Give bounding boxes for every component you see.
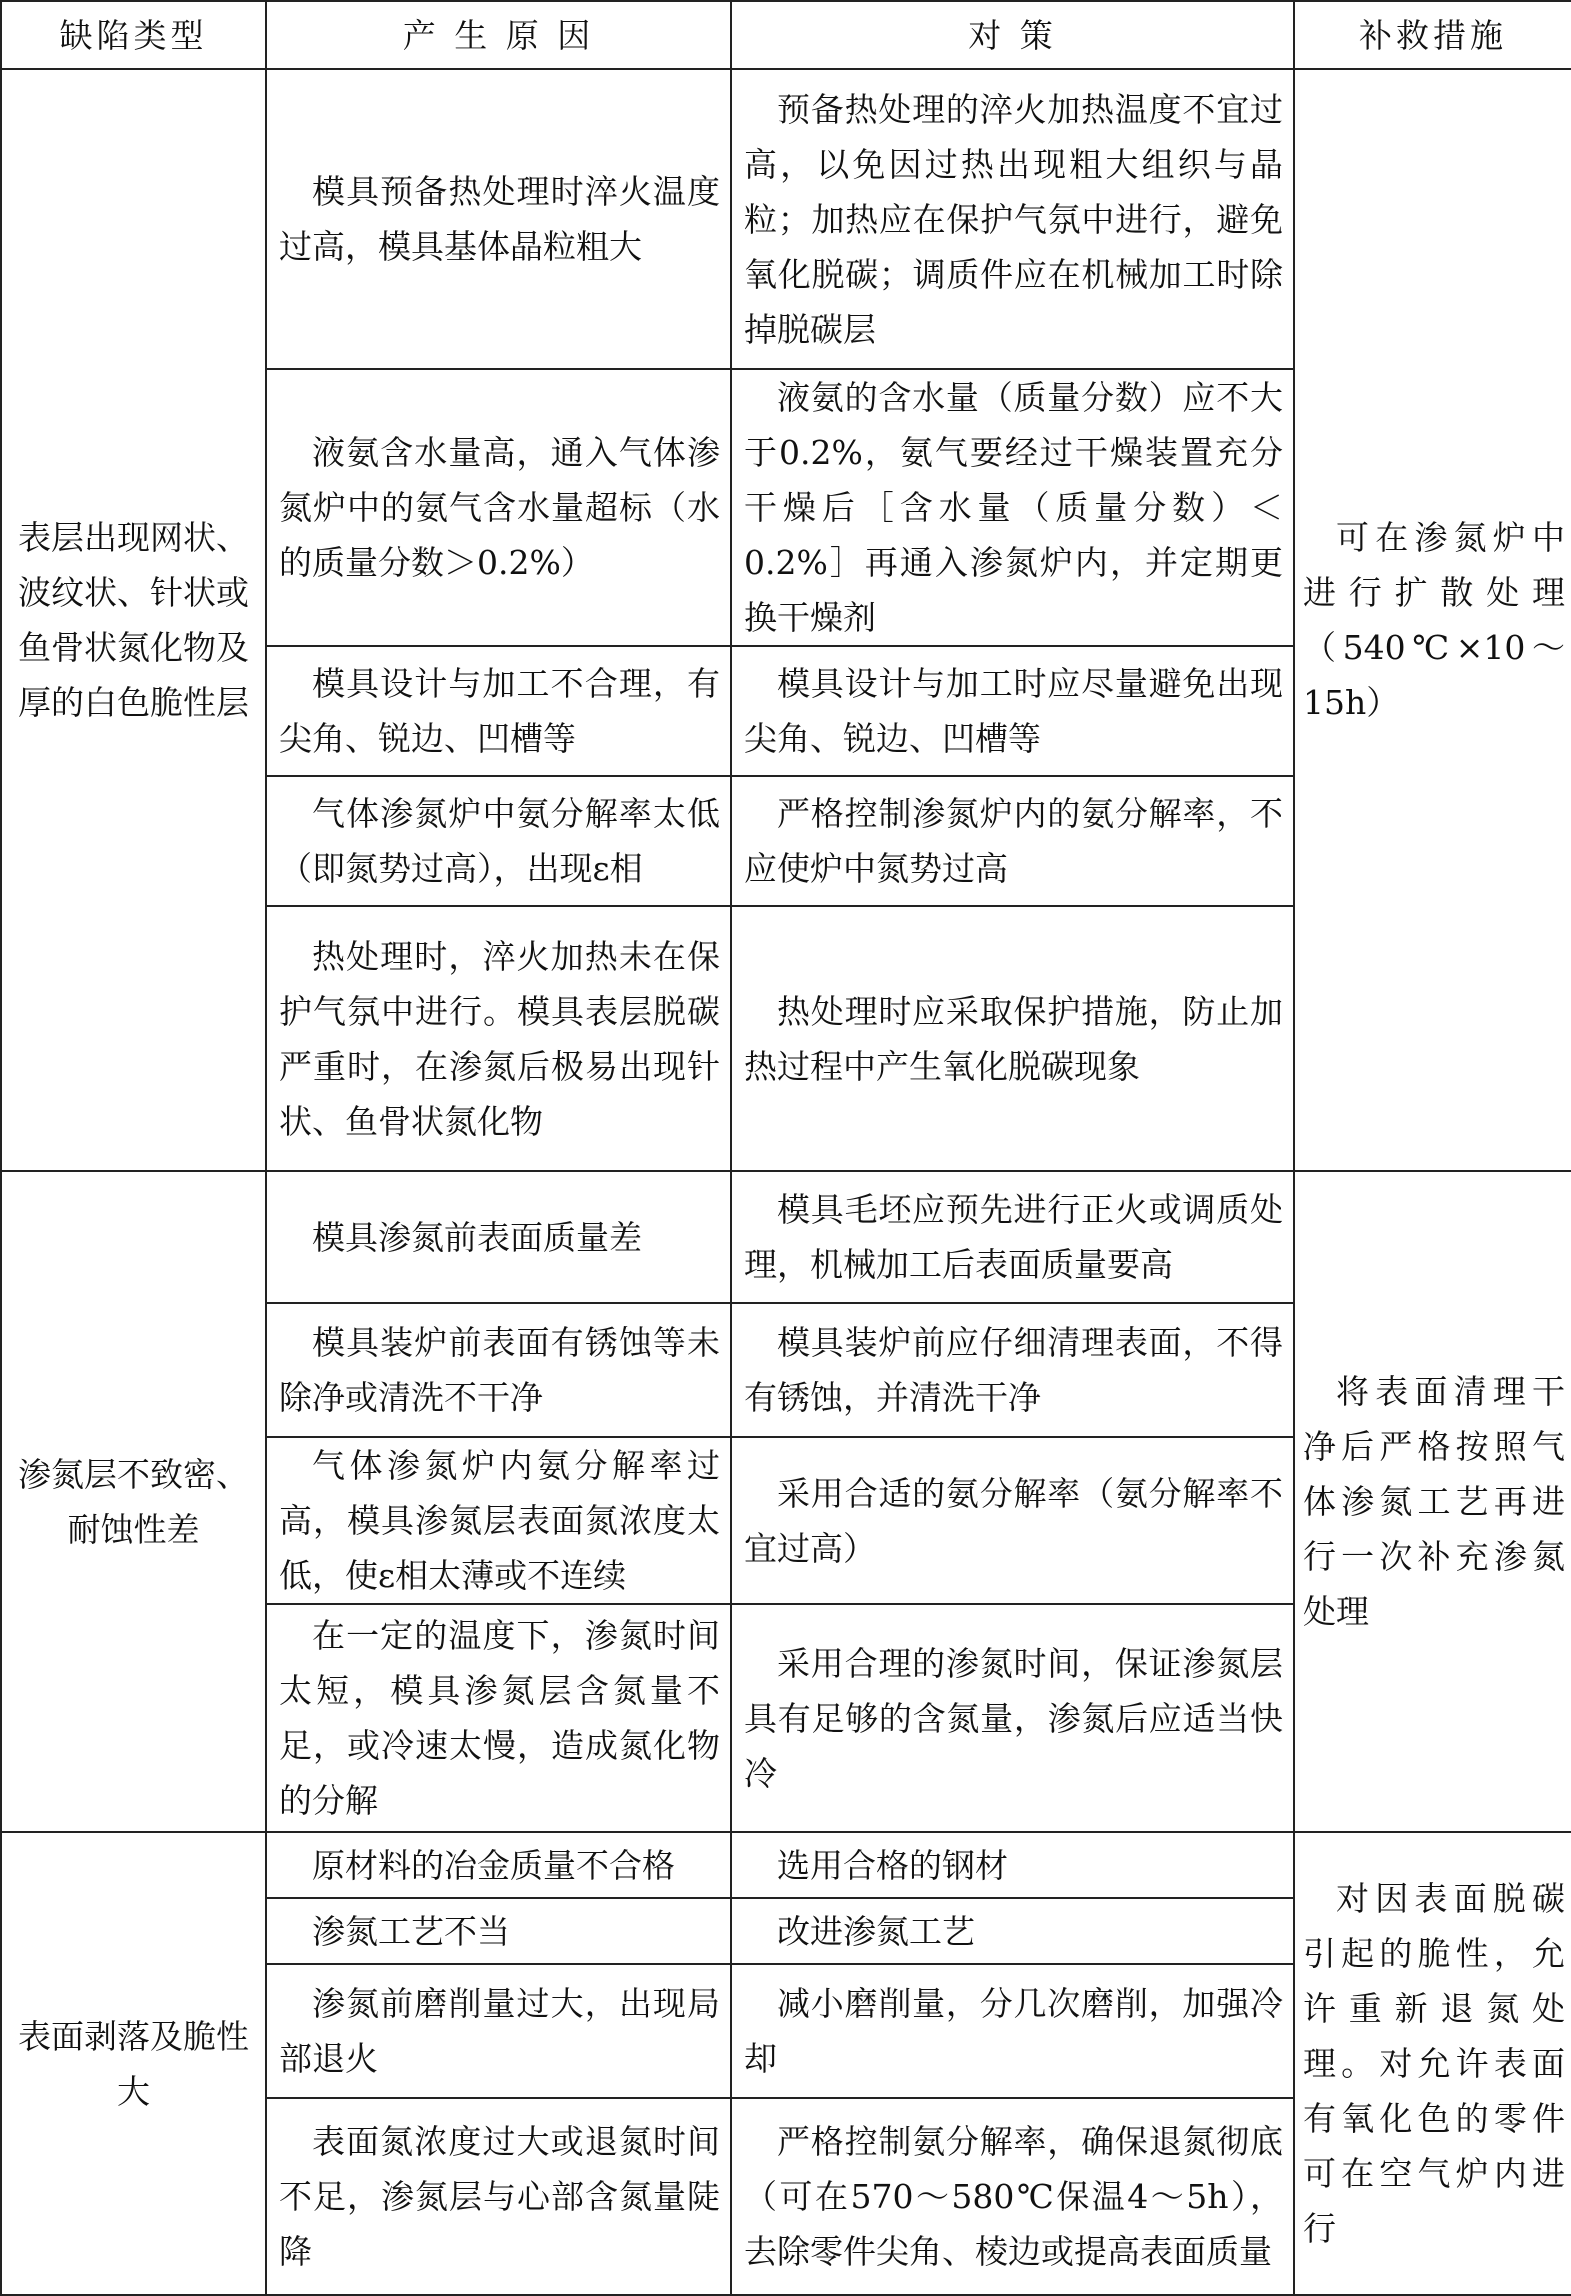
countermeasure-cell: 模具设计与加工时应尽量避免出现尖角、锐边、凹槽等 <box>731 646 1294 776</box>
defect-type-cell: 表面剥落及脆性大 <box>1 1832 266 2295</box>
countermeasure-cell: 采用合适的氨分解率（氨分解率不宜过高） <box>731 1437 1294 1604</box>
remedy-cell: 将表面清理干净后严格按照气体渗氮工艺再进行一次补充渗氮处理 <box>1294 1171 1571 1832</box>
cause-cell: 气体渗氮炉内氨分解率过高，模具渗氮层表面氮浓度太低，使ε相太薄或不连续 <box>266 1437 731 1604</box>
header-remedy: 补救措施 <box>1294 1 1571 69</box>
countermeasure-cell: 严格控制氨分解率，确保退氮彻底（可在570～580℃保温4～5h），去除零件尖角、棱边或提高表面质量 <box>731 2098 1294 2295</box>
cause-cell: 原材料的冶金质量不合格 <box>266 1832 731 1898</box>
cause-cell: 模具装炉前表面有锈蚀等未除净或清洗不干净 <box>266 1303 731 1437</box>
countermeasure-cell: 严格控制渗氮炉内的氨分解率，不应使炉中氮势过高 <box>731 776 1294 906</box>
header-defect-type: 缺陷类型 <box>1 1 266 69</box>
defect-type-cell: 渗氮层不致密、耐蚀性差 <box>1 1171 266 1832</box>
cause-cell: 气体渗氮炉中氨分解率太低（即氮势过高），出现ε相 <box>266 776 731 906</box>
cause-cell: 模具设计与加工不合理，有尖角、锐边、凹槽等 <box>266 646 731 776</box>
countermeasure-cell: 采用合理的渗氮时间，保证渗氮层具有足够的含氮量，渗氮后应适当快冷 <box>731 1604 1294 1832</box>
header-countermeasure: 对 策 <box>731 1 1294 69</box>
header-row <box>1 1 1571 69</box>
cause-cell: 渗氮工艺不当 <box>266 1898 731 1964</box>
countermeasure-cell: 预备热处理的淬火加热温度不宜过高，以免因过热出现粗大组织与晶粒；加热应在保护气氛中进行，避免氧化脱碳；调质件应在机械加工时除掉脱碳层 <box>731 69 1294 369</box>
remedy-cell: 可在渗氮炉中进行扩散处理（540℃×10～15h） <box>1294 69 1571 1171</box>
cause-cell: 表面氮浓度过大或退氮时间不足，渗氮层与心部含氮量陡降 <box>266 2098 731 2295</box>
countermeasure-cell: 模具装炉前应仔细清理表面，不得有锈蚀，并清洗干净 <box>731 1303 1294 1437</box>
cause-cell: 热处理时，淬火加热未在保护气氛中进行。模具表层脱碳严重时，在渗氮后极易出现针状、鱼骨状氮化物 <box>266 906 731 1171</box>
countermeasure-cell: 改进渗氮工艺 <box>731 1898 1294 1964</box>
countermeasure-cell: 液氨的含水量（质量分数）应不大于0.2%，氨气要经过干燥装置充分干燥后［含水量（质量分数）＜0.2%］再通入渗氮炉内，并定期更换干燥剂 <box>731 369 1294 646</box>
cause-cell: 渗氮前磨削量过大，出现局部退火 <box>266 1964 731 2098</box>
cause-cell: 液氨含水量高，通入气体渗氮炉中的氨气含水量超标（水的质量分数＞0.2%） <box>266 369 731 646</box>
table-row <box>1 1171 1571 1303</box>
cause-cell: 模具预备热处理时淬火温度过高，模具基体晶粒粗大 <box>266 69 731 369</box>
defect-type-cell: 表层出现网状、波纹状、针状或鱼骨状氮化物及厚的白色脆性层 <box>1 69 266 1171</box>
table-row <box>1 69 1571 369</box>
cause-cell: 在一定的温度下，渗氮时间太短，模具渗氮层含氮量不足，或冷速太慢，造成氮化物的分解 <box>266 1604 731 1832</box>
table-row <box>1 1832 1571 1898</box>
header-cause: 产 生 原 因 <box>266 1 731 69</box>
countermeasure-cell: 模具毛坯应预先进行正火或调质处理，机械加工后表面质量要高 <box>731 1171 1294 1303</box>
countermeasure-cell: 减小磨削量，分几次磨削，加强冷却 <box>731 1964 1294 2098</box>
remedy-cell: 对因表面脱碳引起的脆性，允许重新退氮处理。对允许表面有氧化色的零件可在空气炉内进行 <box>1294 1832 1571 2295</box>
cause-cell: 模具渗氮前表面质量差 <box>266 1171 731 1303</box>
countermeasure-cell: 热处理时应采取保护措施，防止加热过程中产生氧化脱碳现象 <box>731 906 1294 1171</box>
countermeasure-cell: 选用合格的钢材 <box>731 1832 1294 1898</box>
